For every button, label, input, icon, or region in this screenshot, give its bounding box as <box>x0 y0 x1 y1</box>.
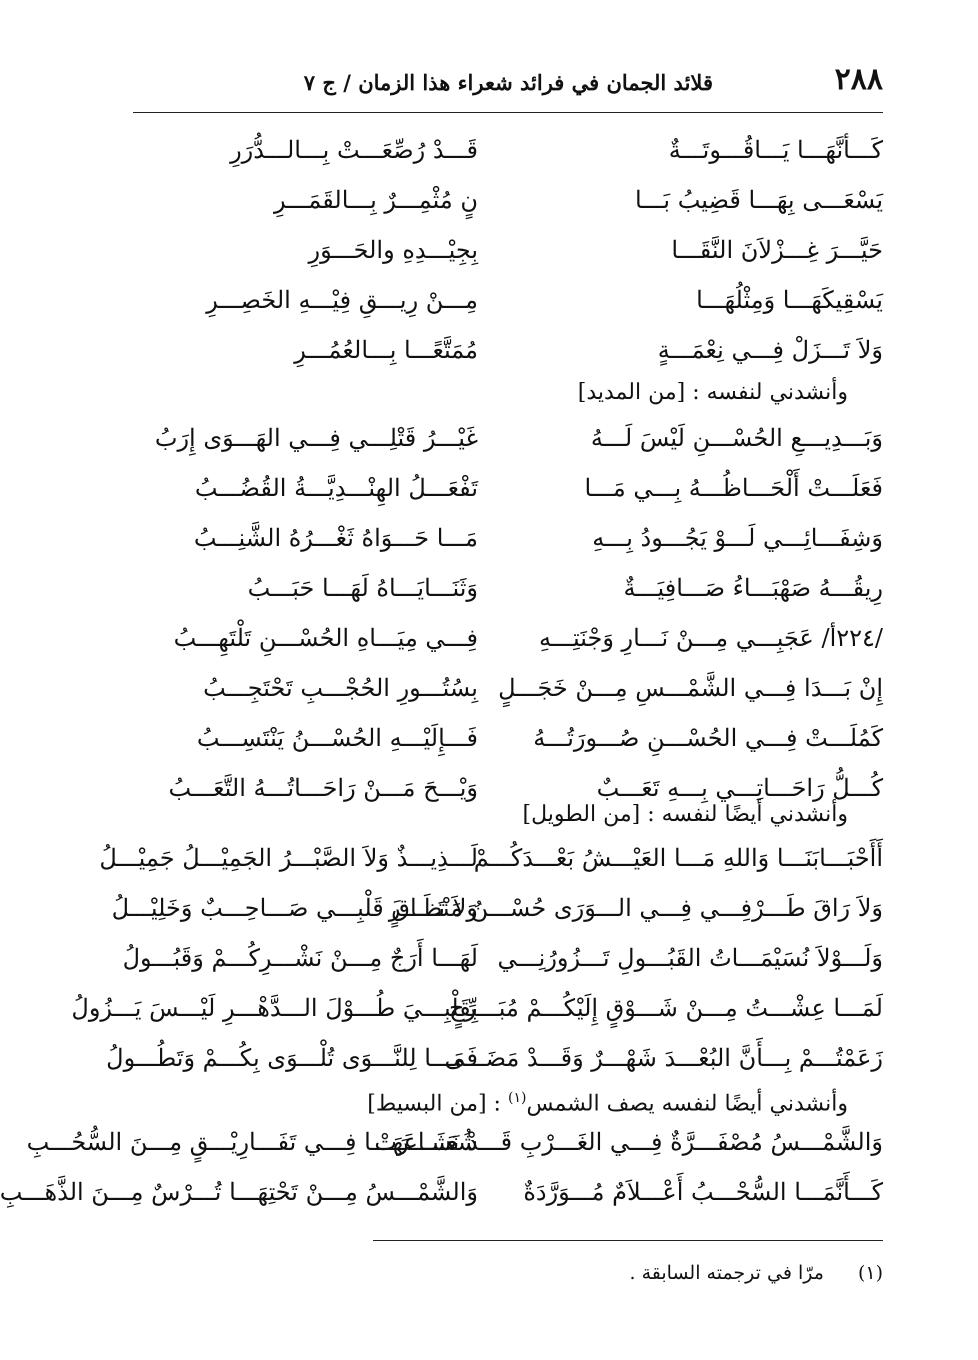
hemistich-first: كَـــأَنَّمَـــا السُّحْـــبُ أَعْـــلاَمٌ مُـــوَرَّدَةٌ <box>523 1178 883 1206</box>
poem-intro <box>578 375 848 411</box>
hemistich-first: وَبَـــدِيـــعِ الحُسْـــنِ لَيْسَ لَـــهُ <box>590 424 883 452</box>
hemistich-first: يَسْعَـــى بِهَـــا قَضِيبُ بَـــا <box>635 186 883 214</box>
hemistich-first: كَـــأنَّهَـــا يَـــاقُـــوتَـــةٌ <box>668 136 883 164</box>
hemistich-second: بِقَلْبِـــيَ طُـــوْلَ الـــدَّهْـــرِ لَيْـــسَ يَـــزُولُ <box>71 994 478 1022</box>
hemistich-first: يَسْقِيكَهَـــا وَمِثْلُهَـــا <box>696 286 883 314</box>
hemistich-first: زَعَمْتُـــمْ بِـــأَنَّ البُعْـــدَ شَهْـــرٌ وَقَـــدْ مَضَـــى <box>444 1044 883 1072</box>
hemistich-second: غَيْـــرُ قَتْلِـــي فِـــي الهَـــوَى إِرَبُ <box>154 424 478 452</box>
hemistich-first: لَمَـــا عِشْـــتُ مِـــنْ شَـــوْقٍ إِلَيْكُـــمْ مُبَـــرِّحٍ <box>448 994 883 1022</box>
meter-label: : [من البسيط] <box>367 1091 501 1117</box>
page-header <box>133 62 883 102</box>
hemistich-first: فَعَلَـــتْ أَلْحَـــاظُـــهُ بِـــي مَـــا <box>584 474 883 502</box>
hemistich-second: نٍ مُثْمِـــرٌ بِـــالقَمَـــرِ <box>274 186 478 214</box>
footnote-rule <box>373 1240 883 1241</box>
meter-label: [من المديد] <box>577 380 686 405</box>
verse <box>133 566 883 616</box>
hemistich-first: رِيقُـــهُ صَهْبَـــاءُ صَـــافِيَـــةٌ <box>623 574 883 602</box>
footnote-marker: (١) <box>857 1262 883 1284</box>
hemistich-first: أَأَحْبَـــابَنَـــا وَاللهِ مَـــا العَيْـــشُ بَعْـــدَكُـــمْ <box>473 844 883 872</box>
hemistich-second: وَلاَ تَـــاقَ قَلْبِـــي صَـــاحِـــبٌ وَخَلِيْـــلُ <box>111 894 478 922</box>
hemistich-first: وَشِفَـــائِـــي لَـــوْ يَجُـــودُ بِـــهِ <box>592 524 883 552</box>
intro-text: وأنشدني أيضًا لنفسه : <box>647 802 848 827</box>
hemistich-second: لَهَـــا أَرَجٌ مِـــنْ نَشْـــرِكُـــمْ وَقَبُـــولُ <box>122 944 478 972</box>
verse <box>71 986 883 1036</box>
verse <box>133 716 883 766</box>
footnote <box>630 1258 883 1288</box>
hemistich-second: وَثَنَـــايَـــاهُ لَهَـــا حَبَـــبُ <box>247 574 478 602</box>
verse <box>133 178 883 228</box>
hemistich-first: إِنْ بَـــدَا فِـــي الشَّمْـــسِ مِـــنْ خَجَـــلٍ <box>498 674 883 702</box>
hemistich-first: وَلاَ تَـــزَلْ فِـــي نِعْمَـــةٍ <box>657 336 883 364</box>
hemistich-second: بِسُتُـــورِ الحُجْـــبِ تَحْتَجِـــبُ <box>203 674 478 702</box>
poem-3 <box>71 836 883 1086</box>
verse <box>133 328 883 378</box>
verse <box>133 416 883 466</box>
hemistich-first: حَيَّـــرَ غِـــزْلاَنَ النَّقَـــا <box>671 236 883 264</box>
verse <box>133 128 883 178</box>
hemistich-first: وَلَـــوْلاَ نُسَيْمَـــاتُ القَبُـــولِ تَـــزُورُنِـــي <box>497 944 883 972</box>
poem-4 <box>0 1120 883 1220</box>
hemistich-second: وَيْـــحَ مَـــنْ رَاحَـــاتُـــهُ التَّعَـــبُ <box>168 774 478 802</box>
hemistich-second: فَـــإِلَيْـــهِ الحُسْـــنُ يَنْتَسِـــبُ <box>196 724 478 752</box>
hemistich-second: تَفْعَـــلُ الهِنْـــدِيَّـــةُ القُضُـــبُ <box>194 474 478 502</box>
verse <box>0 1170 883 1220</box>
verse <box>133 228 883 278</box>
poem-intro <box>523 797 849 833</box>
hemistich-second: مَـــا حَـــوَاهُ ثَغْـــرُهُ الشَّنِـــبُ <box>193 524 478 552</box>
hemistich-first: كُـــلُّ رَاحَـــاتِـــي بِـــهِ تَعَـــبٌ <box>596 774 883 802</box>
hemistich-first: /٢٢٤أ/ عَجَبِـــي مِـــنْ نَـــارِ وَجْنَتِـــهِ <box>539 624 883 652</box>
poem-intro <box>367 1080 848 1122</box>
hemistich-second: فَمَـــا لِلنَّـــوَى تُلْـــوَى بِكُـــمْ وَتَطُـــولُ <box>106 1044 478 1072</box>
meter-label: [من الطويل] <box>522 802 641 827</box>
hemistich-second: وَالشَّمْـــسُ مِـــنْ تَحْتِهَـــا تُـــرْسٌ مِـــنَ الذَّهَـــبِ <box>0 1178 478 1206</box>
verse <box>122 936 883 986</box>
hemistich-second: مُمَتَّعًـــا بِـــالعُمُـــرِ <box>294 336 478 364</box>
verse <box>99 836 883 886</box>
header-rule <box>133 112 883 113</box>
verse <box>133 616 883 666</box>
footnote-reference: (١) <box>507 1090 527 1106</box>
hemistich-second: بِجِيْـــدِهِ والحَـــوَرِ <box>308 236 478 264</box>
verse <box>133 466 883 516</box>
intro-text: وأنشدني لنفسه : <box>692 380 848 405</box>
hemistich-second: لَـــذِيـــذٌ وَلاَ الصَّبْـــرُ الجَمِيْـــلُ جَمِيْـــلُ <box>99 844 478 872</box>
verse <box>111 886 883 936</box>
hemistich-first: كَمُلَـــتْ فِـــي الحُسْـــنِ صُـــورَتُـــهُ <box>533 724 883 752</box>
intro-text: وأنشدني أيضًا لنفسه يصف الشمس <box>526 1091 848 1117</box>
poem-2 <box>133 416 883 816</box>
poem-1 <box>133 128 883 378</box>
running-title: قلائد الجمان في فرائد شعراء هذا الزمان / ج ٧ <box>303 70 713 95</box>
verse <box>106 1036 883 1086</box>
verse <box>133 666 883 716</box>
verse <box>133 516 883 566</box>
footnote-text: مرّا في ترجمته السابقة . <box>629 1262 824 1284</box>
hemistich-second: شُعَـــاعَهَـــا فِـــي تَفَـــارِيْـــقٍ مِـــنَ السُّحُـــبِ <box>26 1128 478 1156</box>
hemistich-second: فِـــي مِيَـــاهِ الحُسْـــنِ تَلْتَهِـــبُ <box>173 624 478 652</box>
hemistich-first: وَالشَّمْـــسُ مُصْفَـــرَّةٌ فِـــي الغَـــرْبِ قَـــدْ نَشَـــرَتْ <box>374 1128 883 1156</box>
hemistich-second: قَـــدْ رُصِّعَـــتْ بِـــالـــدُّرَرِ <box>230 136 478 164</box>
hemistich-first: وَلاَ رَاقَ طَـــرْفِـــي فِـــي الـــوَرَى حُسْـــنُ مَنْظَـــرٍ <box>388 894 883 922</box>
hemistich-second: مِـــنْ رِيـــقِ فِيْـــهِ الخَصِـــرِ <box>206 286 478 314</box>
page-number: ٢٨٨ <box>834 62 883 97</box>
verse <box>26 1120 883 1170</box>
verse <box>133 278 883 328</box>
